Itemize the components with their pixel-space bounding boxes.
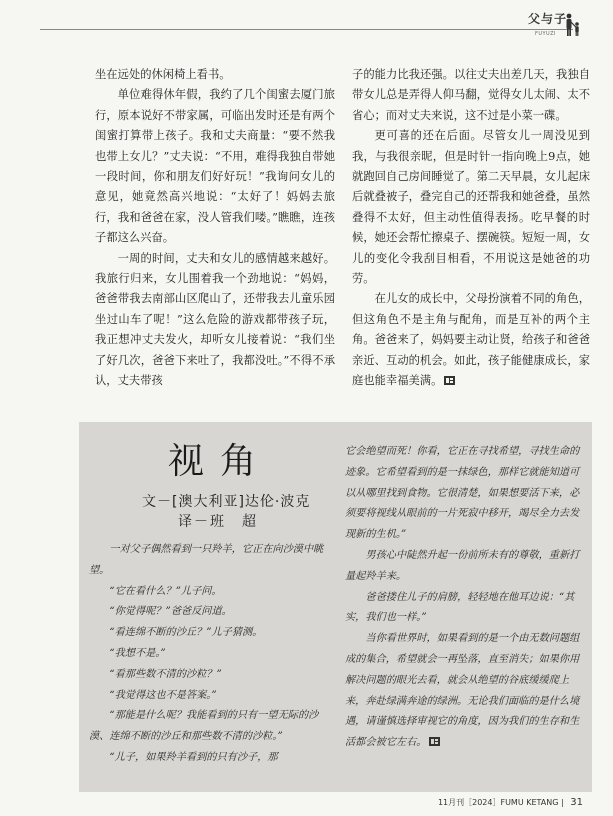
story-paragraph: “我想不是。” (109, 647, 166, 659)
story-paragraph: “儿子，如果羚羊看到的只有沙子，那 (109, 751, 278, 763)
article-paragraph: 坐在远处的休闲椅上看书。 (95, 68, 231, 81)
story-paragraph: “看连绵不断的沙丘？”儿子猜测。 (109, 627, 263, 639)
parent-child-icon (563, 13, 581, 37)
story-paragraph: “它在看什么？”儿子问。 (109, 585, 222, 597)
header-rule (40, 29, 573, 30)
end-mark-icon (444, 376, 455, 385)
article-paragraph: 子的能力比我还强。以往丈夫出差几天，我独自带女儿总是弄得人仰马翻，觉得女儿太闹、太不省心；而对丈夫来说，这不过是小菜一碟。 (352, 68, 590, 122)
story-paragraph: “看那些数不清的沙粒？” (109, 668, 222, 680)
story-paragraph: 爸爸搂住儿子的肩膀，轻轻地在他耳边说：“其实，我们也一样。” (345, 591, 575, 624)
page-number: 31 (570, 797, 583, 808)
article-paragraph-last (352, 289, 590, 391)
story-paragraph: “我觉得这也不是答案。” (109, 689, 217, 701)
article-column-right (352, 65, 590, 392)
story-paragraph-text: 当你看世界时，如果看到的是一个由无数问题组成的集合，希望就会一再坠落，直至消失；如果你用解决问题的眼光去看，就会从绝望的谷底缓缓爬上来，奔赴绿满奔途的绿洲。无论我们面临的是什么境遇，请谨慎选择审视它的角度，因为我们的生存和生活都会被它左右。 (345, 633, 580, 749)
story-column-left (89, 540, 327, 769)
article-column-left (95, 65, 335, 392)
story-paragraph-last (345, 629, 583, 754)
article-paragraph: 更可喜的还在后面。尽管女儿一周没见到我，与我很亲昵，但是时针一指向晚上9点，她就跑回自己房间睡觉了。第二天早晨，女儿起床后就叠被子，叠完自己的还帮我和她爸叠，虽然叠得不太好，但主动性值得表扬。吃早餐的时候，她还会帮忙擦桌子、摆碗筷。短短一周，女儿的变化令我刮目相看，不用说这是她爸的功劳。 (352, 129, 590, 286)
footer-separator: | (561, 798, 564, 807)
article-paragraph: 一周的时间，丈夫和女儿的感情越来越好。我旅行归来，女儿围着我一个劲地说：“妈妈，爸爸带我去南部山区爬山了，还带我去儿童乐园坐过山车了呢！”这么危险的游戏都带孩子玩，我正想冲丈夫发火，却听女儿接着说：“我们坐了好几次，爸爸下来吐了，我都没吐。”不得不承认，丈夫带孩 (95, 251, 335, 388)
issue-label: 11月刊［2024］FUMU KETANG (437, 798, 559, 807)
story-paragraph: 它会绝望而死！你看，它正在寻找希望，寻找生命的迹象。它希望看到的是一抹绿色，那样它就能知道可以从哪里找到食物。它很清楚，如果想要活下来，必须要将视线从眼前的一片死寂中移开，竭尽全力去发现新的生机。” (345, 446, 580, 541)
story-column-right (345, 442, 583, 754)
story-translator: 译－班 超 (178, 514, 258, 530)
story-paragraph: “那能是什么呢？我能看到的只有一望无际的沙漠、连绵不断的沙丘和那些数不清的沙粒。” (89, 710, 319, 743)
article-paragraph-text: 在儿女的成长中，父母扮演着不同的角色，但这角色不是主角与配角，而是互补的两个主角。爸爸来了，妈妈要主动让贤，给孩子和爸爸亲近、互动的机会。如此，孩子能健康成长，家庭也能幸福美满。 (352, 292, 590, 388)
article-paragraph: 单位难得休年假，我约了几个闺蜜去厦门旅行，原本说好不带家属，可临出发时还是有两个闺蜜打算带上孩子。我和丈夫商量：“要不然我也带上女儿？”丈夫说：“不用，难得我独自带她一段时间，你和朋友们好好玩！”我询问女儿的意见，她竟然高兴地说：“太好了！妈妈去旅行，我和爸爸在家，没人管我们喽。”瞧瞧，连孩子都这么兴奋。 (95, 88, 335, 245)
story-paragraph: 一对父子偶然看到一只羚羊，它正在向沙漠中眺望。 (89, 544, 324, 576)
column-subtitle: FUYUZI (534, 31, 556, 37)
column-title: 父与子 (527, 12, 567, 26)
page-footer (438, 797, 583, 808)
end-mark-icon (429, 737, 440, 746)
story-title: 视角 (168, 441, 273, 482)
story-paragraph: 男孩心中陡然升起一份前所未有的尊敬，重新打量起羚羊来。 (345, 549, 580, 582)
story-paragraph: “你觉得呢？”爸爸反问道。 (109, 606, 232, 618)
story-author: 文－[澳大利亚]达伦·波克 (142, 494, 311, 510)
